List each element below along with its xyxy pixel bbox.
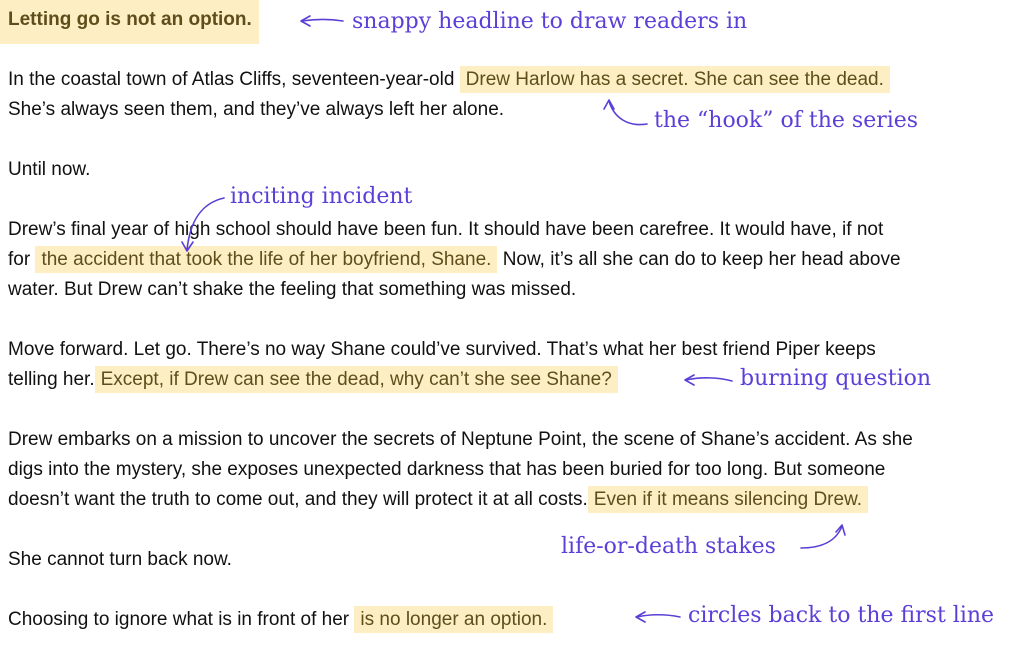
paragraph-1-line-1	[8, 66, 890, 94]
highlight-stakes: Even if it means silencing Drew.	[588, 486, 868, 513]
arrow-question-icon	[685, 375, 732, 385]
paragraph-4-line-2	[8, 366, 618, 394]
text: doesn’t want the truth to come out, and they will protect it at all costs.	[8, 489, 588, 510]
annotation-stakes: life-or-death stakes	[561, 534, 776, 559]
paragraph-5-line-1: Drew embarks on a mission to uncover the secrets of Neptune Point, the scene of Shane’s accident. As she	[8, 429, 913, 450]
highlight-hook: Drew Harlow has a secret. She can see the dead.	[460, 66, 890, 93]
arrow-stakes-icon	[801, 525, 845, 548]
text: for	[8, 249, 36, 270]
paragraph-5-line-2: digs into the mystery, she exposes unexpected darkness that has been buried for too long. But someone	[8, 459, 886, 480]
annotation-hook: the “hook” of the series	[654, 108, 919, 133]
arrow-circles-icon	[636, 612, 680, 622]
highlight-inciting: the accident that took the life of her boyfriend, Shane.	[35, 246, 497, 273]
paragraph-3-line-3: water. But Drew can’t shake the feeling that something was missed.	[8, 279, 577, 300]
paragraph-3-line-1: Drew’s final year of high school should have been fun. It should have been carefree. It would have, if not	[8, 219, 884, 240]
text: telling her.	[8, 369, 95, 390]
annotation-question: burning question	[740, 366, 932, 391]
text: Choosing to ignore what is in front of her	[8, 609, 355, 630]
annotation-headline: snappy headline to draw readers in	[352, 9, 748, 34]
headline: Letting go is not an option.	[0, 0, 259, 44]
highlight-circle-back: is no longer an option.	[354, 606, 553, 633]
paragraph-2: Until now.	[8, 159, 91, 180]
arrow-headline-icon	[301, 16, 343, 26]
annotation-inciting: inciting incident	[230, 184, 413, 209]
arrow-hook-icon	[604, 100, 647, 125]
paragraph-4-line-1: Move forward. Let go. There’s no way Shane could’ve survived. That’s what her best friend Piper keeps	[8, 339, 876, 360]
paragraph-7	[8, 606, 553, 634]
paragraph-1-line-2: She’s always seen them, and they’ve always left her alone.	[8, 99, 505, 120]
paragraph-6: She cannot turn back now.	[8, 549, 232, 570]
highlight-question: Except, if Drew can see the dead, why can’t she see Shane?	[95, 366, 618, 393]
annotation-circles: circles back to the first line	[688, 603, 995, 628]
paragraph-5-line-3	[8, 486, 868, 514]
text: Now, it’s all she can do to keep her head above	[497, 249, 901, 270]
text: In the coastal town of Atlas Cliffs, seventeen-year-old	[8, 69, 460, 90]
paragraph-3-line-2	[8, 246, 901, 274]
